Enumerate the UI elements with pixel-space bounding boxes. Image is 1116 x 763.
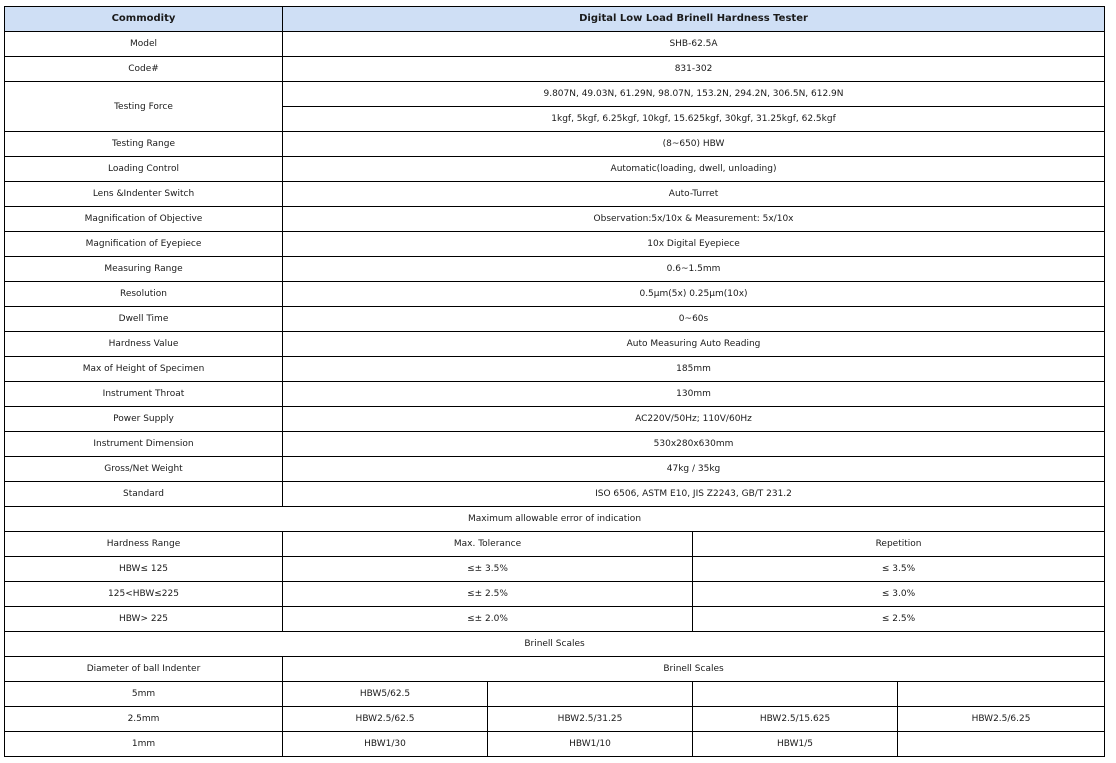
hardness-range-cell: HBW≤ 125 [5, 557, 283, 582]
spec-label: Code# [5, 57, 283, 82]
spec-value: Auto Measuring Auto Reading [283, 332, 1105, 357]
scale-cell [488, 682, 693, 707]
spec-row-measuring-range [5, 257, 1105, 282]
scale-cell: HBW1/30 [283, 732, 488, 757]
spec-value-kgf: 1kgf, 5kgf, 6.25kgf, 10kgf, 15.625kgf, 30kgf, 31.25kgf, 62.5kgf [283, 107, 1105, 132]
scale-cell: HBW2.5/15.625 [693, 707, 898, 732]
diameter-header: Diameter of ball Indenter [5, 657, 283, 682]
spec-row-dwell-time [5, 307, 1105, 332]
spec-value: 0.6~1.5mm [283, 257, 1105, 282]
brinell-row [5, 707, 1105, 732]
spec-label: Resolution [5, 282, 283, 307]
spec-label: Power Supply [5, 407, 283, 432]
spec-row-magnification-objective [5, 207, 1105, 232]
specification-table [4, 6, 1105, 757]
spec-label: Magnification of Objective [5, 207, 283, 232]
spec-label: Model [5, 32, 283, 57]
spec-row-resolution [5, 282, 1105, 307]
repetition-cell: ≤ 2.5% [693, 607, 1105, 632]
product-name: Digital Low Load Brinell Hardness Tester [283, 7, 1105, 32]
spec-value: AC220V/50Hz; 110V/60Hz [283, 407, 1105, 432]
scale-cell [898, 732, 1105, 757]
spec-label: Max of Height of Specimen [5, 357, 283, 382]
brinell-row [5, 682, 1105, 707]
repetition-cell: ≤ 3.5% [693, 557, 1105, 582]
error-row [5, 582, 1105, 607]
spec-row-weight [5, 457, 1105, 482]
scale-cell [898, 682, 1105, 707]
spec-value: 185mm [283, 357, 1105, 382]
spec-value: Automatic(loading, dwell, unloading) [283, 157, 1105, 182]
error-section-title-row [5, 507, 1105, 532]
spec-label: Lens &Indenter Switch [5, 182, 283, 207]
scale-cell: HBW2.5/6.25 [898, 707, 1105, 732]
spec-value: SHB-62.5A [283, 32, 1105, 57]
scale-cell [693, 682, 898, 707]
spec-row-throat [5, 382, 1105, 407]
spec-label: Hardness Value [5, 332, 283, 357]
spec-label: Measuring Range [5, 257, 283, 282]
spec-row-magnification-eyepiece [5, 232, 1105, 257]
table-header-row [5, 7, 1105, 32]
scale-cell: HBW2.5/31.25 [488, 707, 693, 732]
spec-row-max-height [5, 357, 1105, 382]
error-header-repetition: Repetition [693, 532, 1105, 557]
spec-value: Auto-Turret [283, 182, 1105, 207]
spec-value: 0.5μm(5x) 0.25μm(10x) [283, 282, 1105, 307]
spec-row-testing-force [5, 82, 1105, 107]
spec-label: Testing Force [5, 82, 283, 132]
spec-value: Observation:5x/10x & Measurement: 5x/10x [283, 207, 1105, 232]
spec-value: 530x280x630mm [283, 432, 1105, 457]
spec-label: Magnification of Eyepiece [5, 232, 283, 257]
diameter-cell: 2.5mm [5, 707, 283, 732]
spec-value: 47kg / 35kg [283, 457, 1105, 482]
spec-row-loading-control [5, 157, 1105, 182]
spec-label: Dwell Time [5, 307, 283, 332]
spec-row-code [5, 57, 1105, 82]
tolerance-cell: ≤± 2.5% [283, 582, 693, 607]
spec-value-newton: 9.807N, 49.03N, 61.29N, 98.07N, 153.2N, 294.2N, 306.5N, 612.9N [283, 82, 1105, 107]
spec-value: (8~650) HBW [283, 132, 1105, 157]
tolerance-cell: ≤± 3.5% [283, 557, 693, 582]
scale-cell: HBW2.5/62.5 [283, 707, 488, 732]
brinell-row [5, 732, 1105, 757]
brinell-section-title-row [5, 632, 1105, 657]
spec-row-hardness-value [5, 332, 1105, 357]
hardness-range-cell: HBW> 225 [5, 607, 283, 632]
error-row [5, 607, 1105, 632]
spec-row-testing-range [5, 132, 1105, 157]
hardness-range-cell: 125<HBW≤225 [5, 582, 283, 607]
spec-label: Loading Control [5, 157, 283, 182]
spec-label: Testing Range [5, 132, 283, 157]
spec-value: 0~60s [283, 307, 1105, 332]
commodity-label: Commodity [5, 7, 283, 32]
scale-cell: HBW1/10 [488, 732, 693, 757]
error-header-range: Hardness Range [5, 532, 283, 557]
scale-cell: HBW5/62.5 [283, 682, 488, 707]
error-row [5, 557, 1105, 582]
spec-sheet [4, 6, 1105, 757]
spec-label: Gross/Net Weight [5, 457, 283, 482]
repetition-cell: ≤ 3.0% [693, 582, 1105, 607]
spec-value: 130mm [283, 382, 1105, 407]
brinell-scales-header: Brinell Scales [283, 657, 1105, 682]
spec-label: Instrument Throat [5, 382, 283, 407]
error-section-title: Maximum allowable error of indication [5, 507, 1105, 532]
error-header-row [5, 532, 1105, 557]
diameter-cell: 5mm [5, 682, 283, 707]
spec-value: 831-302 [283, 57, 1105, 82]
scale-cell: HBW1/5 [693, 732, 898, 757]
error-header-tolerance: Max. Tolerance [283, 532, 693, 557]
spec-row-standard [5, 482, 1105, 507]
spec-label: Instrument Dimension [5, 432, 283, 457]
brinell-header-row [5, 657, 1105, 682]
tolerance-cell: ≤± 2.0% [283, 607, 693, 632]
spec-row-lens-switch [5, 182, 1105, 207]
spec-row-model [5, 32, 1105, 57]
spec-row-dimension [5, 432, 1105, 457]
diameter-cell: 1mm [5, 732, 283, 757]
spec-value: 10x Digital Eyepiece [283, 232, 1105, 257]
brinell-section-title: Brinell Scales [5, 632, 1105, 657]
spec-value: ISO 6506, ASTM E10, JIS Z2243, GB/T 231.2 [283, 482, 1105, 507]
spec-label: Standard [5, 482, 283, 507]
spec-row-power-supply [5, 407, 1105, 432]
